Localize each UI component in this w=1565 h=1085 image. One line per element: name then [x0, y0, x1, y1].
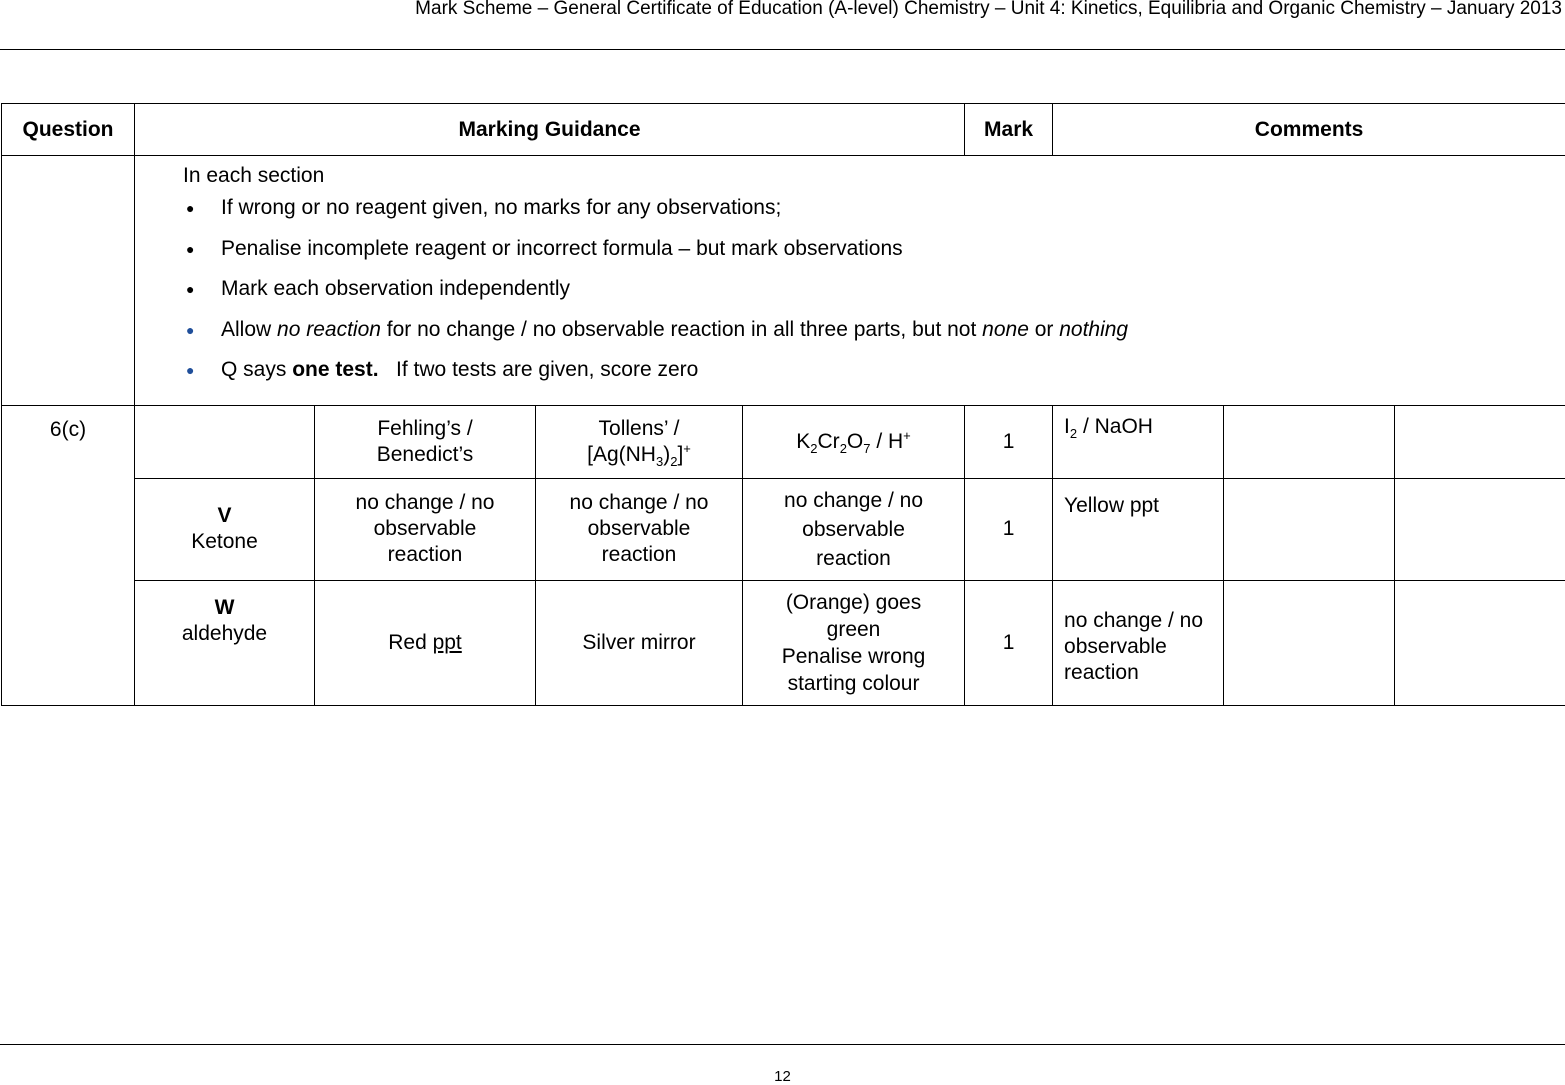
table-row [2, 580, 1565, 705]
bullet-icon: ● [186, 316, 194, 344]
guidance-header: Marking Guidance [135, 104, 965, 156]
obs-v-fehling: no change / no observable reaction [315, 478, 536, 580]
mark-scheme-table [1, 103, 1565, 706]
notes-intro: In each section [183, 162, 1565, 190]
mark-value: 1 [965, 478, 1053, 580]
table-row [2, 478, 1565, 580]
reagent-tollens: Tollens’ / $[Ag(NH_3)_2]^+$ [536, 405, 743, 478]
footer-rule [0, 1044, 1565, 1045]
empty-cell [1224, 478, 1395, 580]
list-item: ● Penalise incomplete reagent or incorrect formula – but mark observations [183, 235, 1565, 276]
obs-w-dichromate: (Orange) goes green Penalise wrong starting colour [743, 580, 965, 705]
obs-w-tollens: Silver mirror [536, 580, 743, 705]
empty-cell [2, 156, 135, 406]
bullet-icon: ● [186, 194, 194, 222]
general-notes [135, 156, 1565, 406]
comment-w-iodoform: no change / no observable reaction [1053, 580, 1224, 705]
running-header: Mark Scheme – General Certificate of Education (A-level) Chemistry – Unit 4: Kinetics, Equilibria and Organic Chemistry – January 2013 [415, 0, 1562, 20]
empty-cell [1224, 580, 1395, 705]
compound-w-label: W aldehyde [135, 580, 315, 705]
comments-header: Comments [1053, 104, 1565, 156]
mark-value: 1 [965, 405, 1053, 478]
comment-v-iodoform: Yellow ppt [1053, 478, 1224, 580]
compound-v-label: V Ketone [135, 478, 315, 580]
obs-v-tollens: no change / no observable reaction [536, 478, 743, 580]
header-rule [0, 49, 1565, 50]
obs-v-dichromate: no change / no observable reaction [743, 478, 965, 580]
notes-list [183, 194, 1565, 397]
reagent-fehling: Fehling’s / Benedict’s [315, 405, 536, 478]
empty-cell [1395, 405, 1565, 478]
list-item: ● Allow no reaction for no change / no observable reaction in all three parts, but not none or nothing [183, 316, 1565, 357]
list-item: ● Mark each observation independently [183, 275, 1565, 316]
bullet-icon: ● [186, 356, 194, 384]
question-number: 6(c) [2, 405, 135, 705]
general-notes-row [2, 156, 1565, 406]
page-number: 12 [0, 1068, 1565, 1085]
comment-iodoform: $I_2$ / NaOH [1053, 405, 1224, 478]
empty-cell [1224, 405, 1395, 478]
bullet-icon: ● [186, 275, 194, 303]
empty-cell [135, 405, 315, 478]
mark-header: Mark [965, 104, 1053, 156]
empty-cell [1395, 478, 1565, 580]
reagents-row [2, 405, 1565, 478]
reagent-dichromate: $K_2Cr_2O_7 / H^+$ [743, 405, 965, 478]
question-header: Question [2, 104, 135, 156]
obs-w-fehling: Red ppt [315, 580, 536, 705]
empty-cell [1395, 580, 1565, 705]
bullet-icon: ● [186, 235, 194, 263]
list-item: ● If wrong or no reagent given, no marks for any observations; [183, 194, 1565, 235]
mark-value: 1 [965, 580, 1053, 705]
header-row [2, 104, 1565, 156]
list-item: ● Q says one test. If two tests are given, score zero [183, 356, 1565, 397]
